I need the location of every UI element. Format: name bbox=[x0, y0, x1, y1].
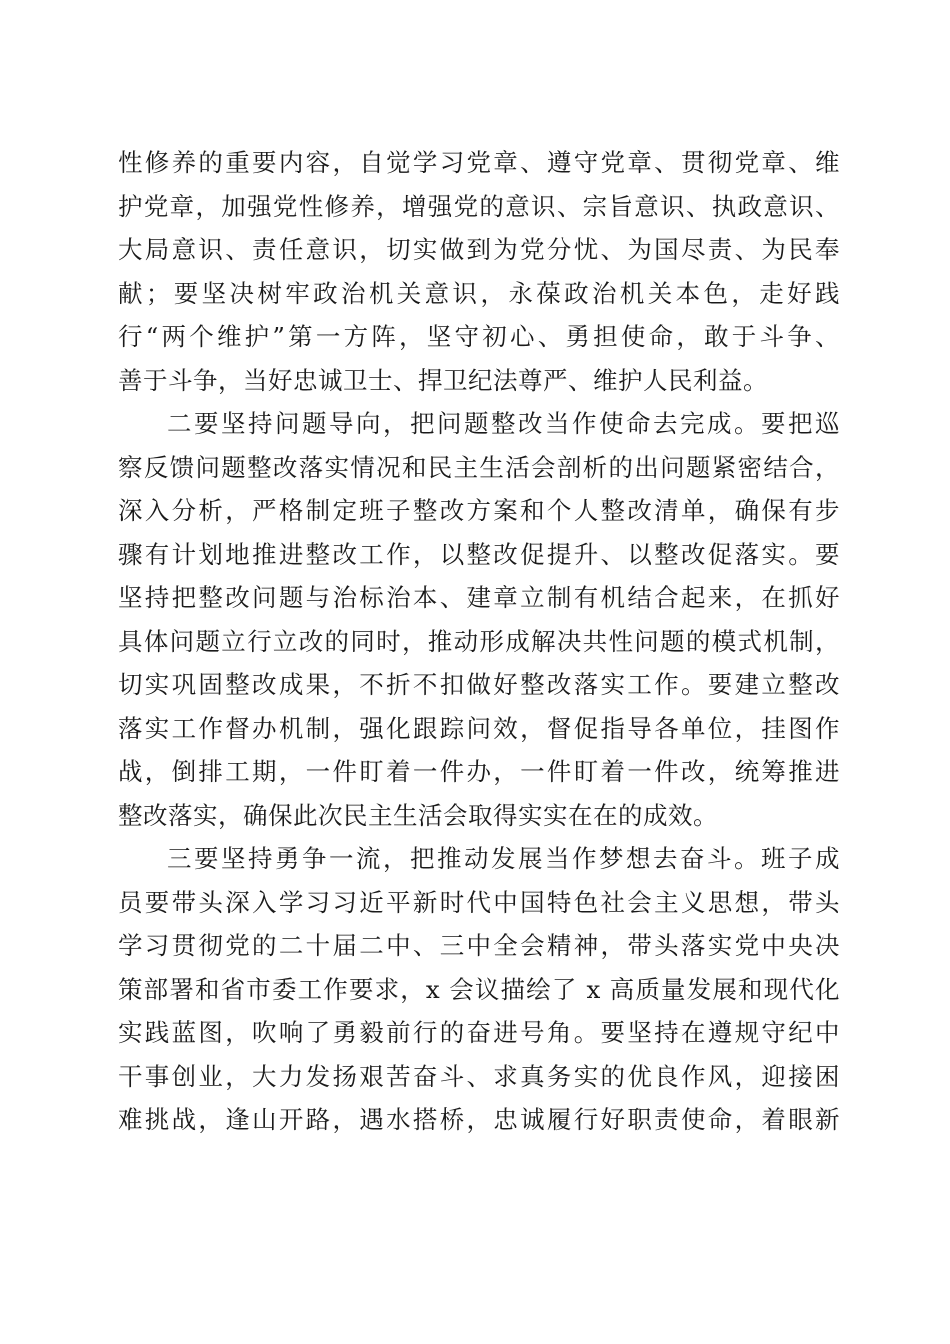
text-line: 员要带头深入学习习近平新时代中国特色社会主义思想，带头 bbox=[118, 887, 840, 917]
text-line: 学习贯彻党的二十届二中、三中全会精神，带头落实党中央决 bbox=[118, 931, 840, 960]
text-line: 献；要坚决树牢政治机关意识，永葆政治机关本色，走好践 bbox=[118, 278, 840, 308]
text-line: 整改落实，确保此次民主生活会取得实实在在的成效。 bbox=[118, 800, 718, 830]
text-line: 三要坚持勇争一流，把推动发展当作梦想去奋斗。班子成 bbox=[167, 844, 840, 873]
text-line: 坚持把整改问题与治标治本、建章立制有机结合起来，在抓好 bbox=[118, 583, 840, 612]
text-line: 落实工作督办机制，强化跟踪问效，督促指导各单位，挂图作 bbox=[118, 713, 840, 743]
text-line: 战，倒排工期，一件盯着一件办，一件盯着一件改，统筹推进 bbox=[118, 757, 840, 786]
text-line: 骤有计划地推进整改工作，以整改促提升、以整改促落实。要 bbox=[118, 539, 840, 569]
text-line: 大局意识、责任意识，切实做到为党分忧、为国尽责、为民奉 bbox=[118, 235, 840, 264]
paragraph-3 bbox=[118, 837, 840, 1142]
document-body bbox=[118, 141, 840, 1142]
text-line: 干事创业，大力发扬艰苦奋斗、求真务实的优良作风，迎接困 bbox=[118, 1061, 840, 1091]
text-line: 行“两个维护”第一方阵，坚守初心、勇担使命，敢于斗争、 bbox=[118, 322, 840, 351]
text-line: 实践蓝图，吹响了勇毅前行的奋进号角。要坚持在遵规守纪中 bbox=[118, 1018, 840, 1047]
text-line: 策部署和省市委工作要求，x 会议描绘了 x 高质量发展和现代化 bbox=[118, 974, 840, 1004]
text-line: 具体问题立行立改的同时，推动形成解决共性问题的模式机制， bbox=[118, 626, 840, 656]
text-line: 二要坚持问题导向，把问题整改当作使命去完成。要把巡 bbox=[167, 409, 840, 438]
text-line: 善于斗争，当好忠诚卫士、捍卫纪法尊严、维护人民利益。 bbox=[118, 365, 768, 395]
paragraph-2 bbox=[118, 402, 840, 837]
text-line: 护党章，加强党性修养，增强党的意识、宗旨意识、执政意识、 bbox=[118, 191, 840, 221]
text-line: 难挑战，逢山开路，遇水搭桥，忠诚履行好职责使命，着眼新 bbox=[118, 1105, 840, 1134]
paragraph-1 bbox=[118, 141, 840, 402]
text-line: 性修养的重要内容，自觉学习党章、遵守党章、贯彻党章、维 bbox=[118, 148, 840, 177]
text-line: 切实巩固整改成果，不折不扣做好整改落实工作。要建立整改 bbox=[118, 670, 840, 699]
text-line: 深入分析，严格制定班子整改方案和个人整改清单，确保有步 bbox=[118, 496, 840, 525]
text-line: 察反馈问题整改落实情况和民主生活会剖析的出问题紧密结合， bbox=[118, 452, 840, 482]
